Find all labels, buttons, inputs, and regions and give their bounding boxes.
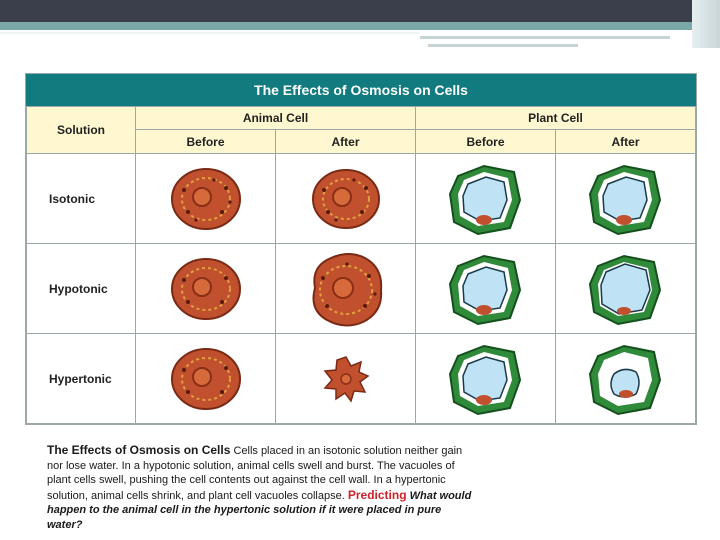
caption-title: The Effects of Osmosis on Cells [47,443,231,457]
plant-cell-normal-icon [444,250,528,328]
animal-cell-shrunken-icon [321,354,371,404]
slide-decoration-line [0,32,420,34]
row-label-hypotonic: Hypotonic [26,244,136,334]
animal-cell-normal-icon [306,162,386,236]
caption-body: Cells placed in an isotonic solution neither gain nor lose water. In a hypotonic solution, animal cells swell and burst. The vacuoles of plant cells swell, pushing the cell contents out against the cell wall. In a hypertonic solution, animal cells shrink, and plant cell vacuoles collapse. [47,445,463,502]
isotonic-animal-after [276,154,416,244]
slide-accent-bar [0,22,720,30]
isotonic-plant-before [416,154,556,244]
hypotonic-plant-after [556,244,696,334]
animal-after-header: After [276,130,416,154]
hypertonic-plant-before [416,334,556,424]
hypotonic-animal-after [276,244,416,334]
predicting-label: Predicting [347,487,407,502]
animal-cell-swollen-icon [303,248,389,330]
plant-cell-normal-icon [584,160,668,238]
slide-corner-decoration [692,0,720,48]
plant-cell-plasmolyzed-icon [584,340,668,418]
hypertonic-animal-after [276,334,416,424]
animal-cell-normal-icon [166,342,246,416]
solution-header: Solution [26,106,136,154]
isotonic-animal-before [136,154,276,244]
caption-question: What would happen to the animal cell in the hypertonic solution if it were placed in pure water? [47,489,472,531]
hypotonic-animal-before [136,244,276,334]
plant-cell-header: Plant Cell [416,106,696,130]
plant-cell-normal-icon [444,340,528,418]
hypertonic-animal-before [136,334,276,424]
hypertonic-plant-after [556,334,696,424]
plant-cell-normal-icon [444,160,528,238]
plant-after-header: After [556,130,696,154]
row-label-hypertonic: Hypertonic [26,334,136,424]
animal-cell-normal-icon [166,162,246,236]
hypotonic-plant-before [416,244,556,334]
animal-cell-normal-icon [166,252,246,326]
table-title: The Effects of Osmosis on Cells [26,74,696,106]
plant-before-header: Before [416,130,556,154]
slide-decoration-line [428,44,578,47]
figure-caption [47,443,477,532]
animal-cell-header: Animal Cell [136,106,416,130]
animal-before-header: Before [136,130,276,154]
isotonic-plant-after [556,154,696,244]
slide-decoration-line [420,36,670,39]
plant-cell-turgid-icon [584,250,668,328]
osmosis-table [25,73,697,425]
row-label-isotonic: Isotonic [26,154,136,244]
slide-top-bar [0,0,720,22]
